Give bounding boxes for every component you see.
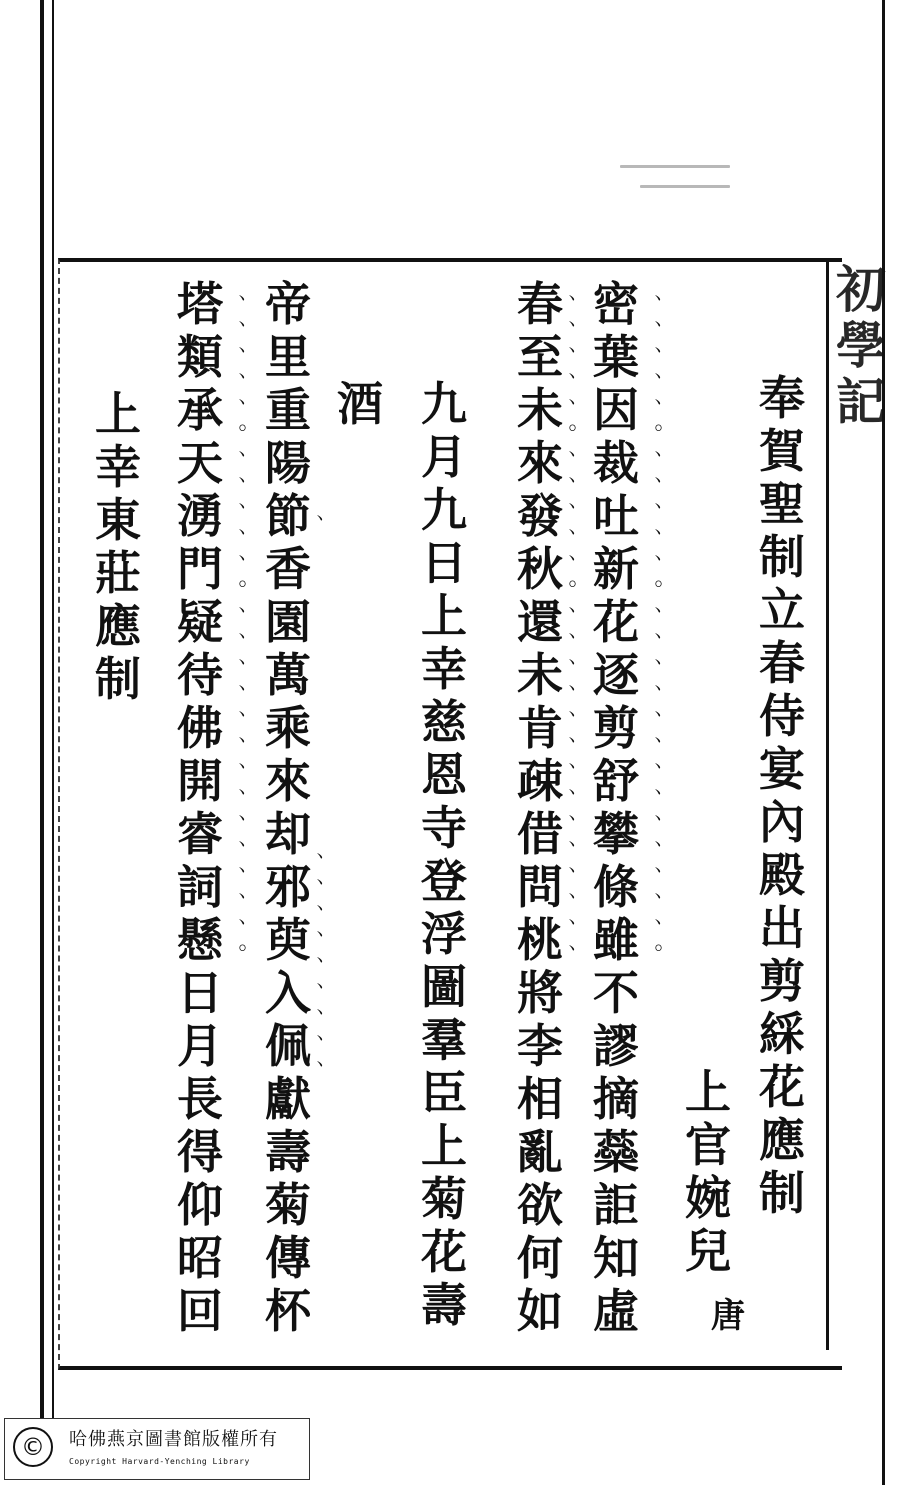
reading-marks: ､ ､ ､ ､ ､ ｡ ､ ､ ､ ､ ､ ｡ ､ ､ ､ ､ ､ ､ ､ ､ ､ ､ ､ ､ ､ ｡	[238, 280, 250, 955]
glyph: 花	[759, 1060, 805, 1114]
glyph: 帝	[265, 277, 311, 331]
glyph: 記	[836, 372, 886, 431]
glyph: 詞	[177, 860, 223, 914]
glyph: 節	[265, 489, 311, 543]
glyph: 何	[517, 1231, 563, 1285]
glyph: 逐	[593, 648, 639, 702]
glyph: 因	[593, 383, 639, 437]
reading-marks: ､ ､ ､ ､ ､ ｡ ､ ､ ､ ､ ､ ｡ ､ ､ ､ ､ ､ ､ ､ ､ ､ ､ ､ ､ ､ ､	[568, 280, 580, 955]
glyph: 應	[759, 1113, 805, 1167]
glyph: 上	[685, 1065, 731, 1119]
glyph: 寺	[421, 801, 467, 855]
glyph: 入	[265, 966, 311, 1020]
glyph: 疎	[517, 754, 563, 808]
glyph: 佩	[265, 1019, 311, 1073]
glyph: 萸	[265, 913, 311, 967]
glyph: 臣	[421, 1066, 467, 1120]
glyph: 香	[265, 542, 311, 596]
glyph: 日	[421, 536, 467, 590]
glyph: 虛	[593, 1284, 639, 1338]
glyph: 奉	[759, 371, 805, 425]
glyph: 亂	[517, 1125, 563, 1179]
glyph: 重	[265, 383, 311, 437]
glyph: 幸	[95, 440, 141, 494]
glyph: 還	[517, 595, 563, 649]
glyph: 却	[265, 807, 311, 861]
reading-marks: ､ ､ ､ ､ ､ ､ ､ ､ ､ ､	[316, 500, 328, 1071]
glyph: 李	[517, 1019, 563, 1073]
glyph: 綵	[759, 1007, 805, 1061]
binding-rule-left-2	[52, 0, 54, 1440]
glyph: 壽	[421, 1278, 467, 1332]
glyph: 相	[517, 1072, 563, 1126]
glyph: 侍	[759, 689, 805, 743]
glyph: 恩	[421, 748, 467, 802]
glyph: 月	[421, 430, 467, 484]
glyph: 上	[421, 589, 467, 643]
glyph: 上	[95, 387, 141, 441]
glyph: 日	[177, 966, 223, 1020]
glyph: 密	[593, 277, 639, 331]
column-poem2-line1	[258, 278, 318, 1338]
column-author	[678, 1066, 738, 1278]
glyph: 天	[177, 436, 223, 490]
glyph: 將	[517, 966, 563, 1020]
glyph: 菊	[421, 1172, 467, 1226]
copyright-icon: ©	[13, 1427, 53, 1467]
glyph: 開	[177, 754, 223, 808]
glyph: 未	[517, 383, 563, 437]
glyph: 不	[593, 966, 639, 1020]
glyph: 制	[759, 1166, 805, 1220]
glyph: 剪	[593, 701, 639, 755]
glyph: 知	[593, 1231, 639, 1285]
glyph: 如	[517, 1284, 563, 1338]
glyph: 兒	[685, 1224, 731, 1278]
glyph: 裁	[593, 436, 639, 490]
glyph: 羣	[421, 1013, 467, 1067]
glyph: 應	[95, 599, 141, 653]
scan-speck	[620, 165, 730, 168]
glyph: 舒	[593, 754, 639, 808]
glyph: 詎	[593, 1178, 639, 1232]
glyph: 制	[95, 652, 141, 706]
glyph: 殿	[759, 848, 805, 902]
glyph: 酒	[337, 377, 383, 431]
glyph: 桃	[517, 913, 563, 967]
glyph: 官	[685, 1118, 731, 1172]
glyph: 婉	[685, 1171, 731, 1225]
copyright-text-cn: 哈佛燕京圖書館版權所有	[69, 1429, 278, 1450]
glyph: 塔	[177, 277, 223, 331]
glyph: 獻	[265, 1072, 311, 1126]
glyph: 春	[517, 277, 563, 331]
glyph: 得	[177, 1125, 223, 1179]
glyph: 湧	[177, 489, 223, 543]
glyph: 唐	[711, 1296, 745, 1336]
glyph: 長	[177, 1072, 223, 1126]
glyph: 攀	[593, 807, 639, 861]
glyph: 圖	[421, 960, 467, 1014]
glyph: 懸	[177, 913, 223, 967]
glyph: 待	[177, 648, 223, 702]
glyph: 蘂	[593, 1125, 639, 1179]
glyph: 發	[517, 489, 563, 543]
glyph: 門	[177, 542, 223, 596]
glyph: 慈	[421, 695, 467, 749]
glyph: 昭	[177, 1231, 223, 1285]
glyph: 類	[177, 330, 223, 384]
glyph: 賀	[759, 424, 805, 478]
frame-right-rule	[826, 260, 829, 1350]
glyph: 初	[836, 262, 886, 319]
glyph: 傳	[265, 1231, 311, 1285]
reading-marks: ､ ､ ､ ､ ､ ｡ ､ ､ ､ ､ ､ ｡ ､ ､ ､ ､ ､ ､ ､ ､ ､ ､ ､ ､ ､ ｡	[654, 280, 666, 955]
glyph: 摘	[593, 1072, 639, 1126]
glyph: 立	[759, 583, 805, 637]
glyph: 葉	[593, 330, 639, 384]
glyph: 疑	[177, 595, 223, 649]
glyph: 壽	[265, 1125, 311, 1179]
glyph: 條	[593, 860, 639, 914]
glyph: 萬	[265, 648, 311, 702]
column-title2	[414, 378, 474, 1332]
glyph: 邪	[265, 860, 311, 914]
glyph: 未	[517, 648, 563, 702]
glyph: 莊	[95, 546, 141, 600]
column-author-dynasty	[708, 1296, 748, 1336]
glyph: 仰	[177, 1178, 223, 1232]
column-title3	[88, 388, 148, 706]
glyph: 東	[95, 493, 141, 547]
glyph: 制	[759, 530, 805, 584]
glyph: 杯	[265, 1284, 311, 1338]
column-poem2-line2	[170, 278, 230, 1338]
glyph: 園	[265, 595, 311, 649]
glyph: 借	[517, 807, 563, 861]
glyph: 月	[177, 1019, 223, 1073]
glyph: 新	[593, 542, 639, 596]
glyph: 花	[421, 1225, 467, 1279]
column-poem1-line2	[510, 278, 570, 1338]
glyph: 陽	[265, 436, 311, 490]
column-title	[752, 372, 812, 1220]
glyph: 承	[177, 383, 223, 437]
glyph: 幸	[421, 642, 467, 696]
binding-rule-right	[882, 0, 885, 1485]
glyph: 出	[759, 901, 805, 955]
glyph: 聖	[759, 477, 805, 531]
margin-header	[836, 262, 900, 722]
scan-speck	[640, 185, 730, 188]
column-title2-cont	[330, 378, 390, 431]
glyph: 春	[759, 636, 805, 690]
glyph: 學	[836, 316, 886, 375]
glyph: 問	[517, 860, 563, 914]
glyph: 內	[759, 795, 805, 849]
glyph: 上	[421, 1119, 467, 1173]
glyph: 九	[421, 377, 467, 431]
glyph: 來	[265, 754, 311, 808]
glyph: 花	[593, 595, 639, 649]
column-poem1-line1	[586, 278, 646, 1338]
glyph: 回	[177, 1284, 223, 1338]
glyph: 雖	[593, 913, 639, 967]
glyph: 睿	[177, 807, 223, 861]
glyph: 剪	[759, 954, 805, 1008]
glyph: 秋	[517, 542, 563, 596]
glyph: 登	[421, 854, 467, 908]
glyph: 浮	[421, 907, 467, 961]
glyph: 九	[421, 483, 467, 537]
glyph: 至	[517, 330, 563, 384]
glyph: 欲	[517, 1178, 563, 1232]
copyright-text-en: Copyright Harvard-Yenching Library	[69, 1457, 250, 1466]
glyph: 謬	[593, 1019, 639, 1073]
glyph: 菊	[265, 1178, 311, 1232]
copyright-stamp	[4, 1418, 310, 1480]
glyph: 肯	[517, 701, 563, 755]
glyph: 吐	[593, 489, 639, 543]
glyph: 來	[517, 436, 563, 490]
glyph: 里	[265, 330, 311, 384]
glyph: 宴	[759, 742, 805, 796]
glyph: 佛	[177, 701, 223, 755]
glyph: 乘	[265, 701, 311, 755]
binding-rule-left	[40, 0, 44, 1440]
